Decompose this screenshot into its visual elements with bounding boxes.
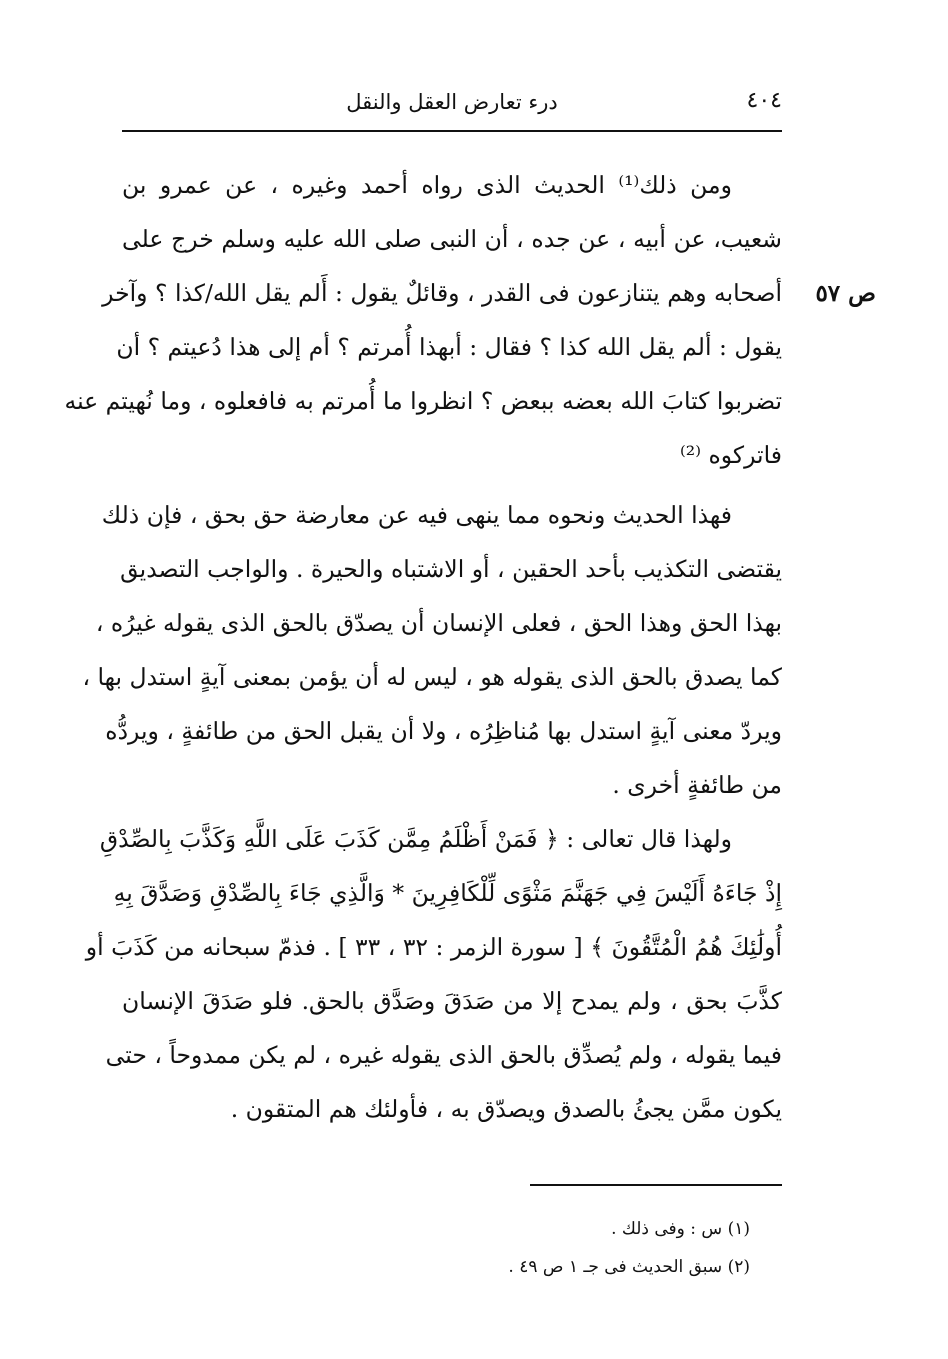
text-line: فهذا الحديث ونحوه مما ينهى فيه عن معارضة حق بحق ، فإن ذلك [101, 501, 732, 529]
paragraph-2 [82, 488, 782, 812]
text-line: إِذْ جَاءَهُ أَلَيْسَ فِي جَهَنَّمَ مَثْوًى لِّلْكَافِرِينَ * وَالَّذِي جَاءَ بِالصِّدْقِ وَصَدَّقَ بِهِ [113, 879, 782, 907]
margin-page-reference: ص ٥٧ [815, 280, 876, 307]
text-line: أُولَٰئِكَ هُمُ الْمُتَّقُونَ ﴾ [ سورة الزمر : ٣٢ ، ٣٣ ] . فذمّ سبحانه من كَذَبَ أو [85, 933, 782, 961]
paragraph-1 [64, 158, 782, 482]
text-line: أصحابه وهم يتنازعون فى القدر ، وقائلٌ يقول : أَلم يقل الله/كذا ؟ وآخر [102, 279, 782, 307]
text-line: كما يصدق بالحق الذى يقوله هو ، ليس له أن يؤمن بمعنى آيةٍ استدل بها ، [82, 663, 782, 691]
text-line: شعيب، عن أبيه ، عن جده ، أن النبى صلى الله عليه وسلم خرج على [122, 225, 782, 253]
text-line: يكون ممَّن يجئُ بالصدق ويصدّق به ، فأولئك هم المتقون . [230, 1095, 782, 1123]
footnotes [300, 1210, 750, 1286]
text-line: يقتضى التكذيب بأحد الحقين ، أو الاشتباه والحيرة . والواجب التصديق [120, 555, 782, 583]
footnote-1: (١) س : وفى ذلك . [611, 1219, 750, 1239]
text-line: من طائفةٍ أخرى . [612, 771, 782, 799]
text-line: بهذا الحق وهذا الحق ، فعلى الإنسان أن يصدّق بالحق الذى يقوله غيرُه ، [95, 609, 782, 637]
text-line: تضربوا كتابَ الله بعضه ببعض ؟ انظروا ما أُمرتم به فافعلوه ، وما نُهيتم عنه [64, 387, 782, 415]
text-line: ويردّ معنى آيةٍ استدل بها مُناظِرُه ، ولا أن يقبل الحق من طائفةٍ ، ويردُّه [105, 717, 782, 745]
text-line: كذَّبَ بحق ، ولم يمدح إلا من صَدَقَ وصَدَّق بالحق. فلو صَدَقَ الإنسان [122, 987, 782, 1015]
text-line: ومن ذلك⁽¹⁾ الحديث الذى رواه أحمد وغيره ، عن عمرو بن [122, 171, 732, 199]
footnote-2: (٢) سبق الحديث فى جـ ١ ص ٤٩ . [508, 1257, 750, 1277]
paragraph-3 [85, 812, 782, 1136]
running-title: درء تعارض العقل والنقل [346, 90, 558, 114]
text-line: ولهذا قال تعالى : ﴿ فَمَنْ أَظْلَمُ مِمَّن كَذَبَ عَلَى اللَّهِ وَكَذَّبَ بِالصِّدْقِ [99, 825, 732, 853]
footnote-rule [530, 1184, 782, 1186]
text-line: يقول : ألم يقل الله كذا ؟ فقال : أبهذا أُمرتم ؟ أم إلى هذا دُعيتم ؟ أن [116, 333, 782, 361]
header-rule [122, 130, 782, 132]
text-line: فيما يقوله ، ولم يُصدِّق بالحق الذى يقوله غيره ، لم يكن ممدوحاً ، حتى [105, 1041, 782, 1069]
page-number: ٤٠٤ [746, 88, 782, 113]
page-header [122, 88, 782, 124]
text-line: فاتركوه ⁽²⁾ [680, 441, 782, 469]
